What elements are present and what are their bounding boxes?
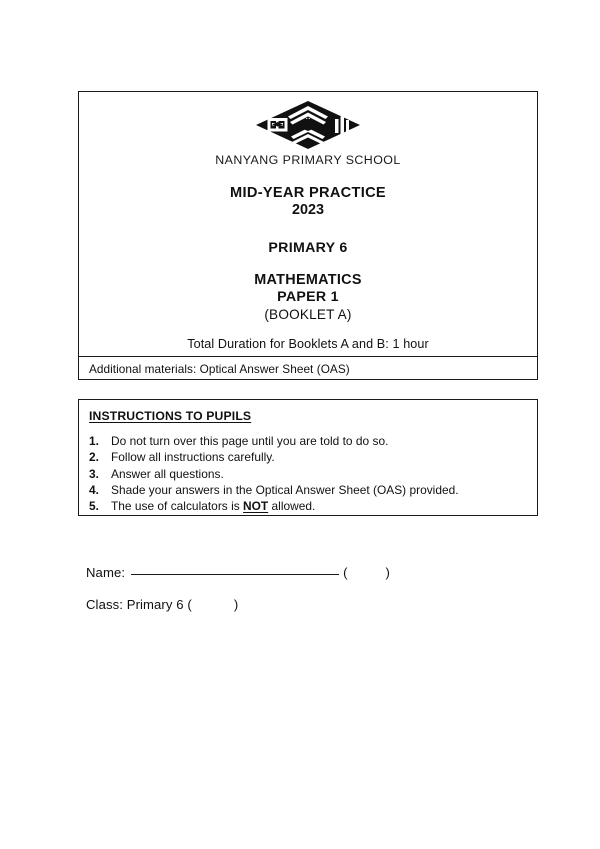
- name-field-row: [86, 565, 390, 580]
- instruction-item: [87, 482, 529, 498]
- instruction-number: 3.: [89, 466, 99, 481]
- class-label: Class:: [86, 597, 123, 612]
- header-main-section: [79, 92, 537, 357]
- class-close-paren: ): [233, 597, 239, 612]
- instruction-emphasis: NOT: [243, 499, 269, 514]
- instruction-item: [87, 449, 529, 465]
- paper-number: PAPER 1: [277, 289, 339, 305]
- additional-materials: Additional materials: Optical Answer Sheet (OAS): [89, 362, 350, 376]
- exam-year: 2023: [291, 202, 324, 218]
- instructions-box: [78, 399, 538, 516]
- instruction-text-before: The use of calculators is: [111, 499, 244, 514]
- instruction-text: [111, 449, 529, 465]
- level: PRIMARY 6: [268, 240, 348, 256]
- instruction-text: [111, 466, 529, 482]
- booklet-label: (BOOKLET A): [264, 307, 352, 322]
- instruction-text: [111, 482, 529, 498]
- instruction-text-before: Do not turn over this page until you are told to do so.: [111, 434, 389, 448]
- exam-title: MID-YEAR PRACTICE: [230, 185, 386, 201]
- duration-note: Total Duration for Booklets A and B: 1 hour: [187, 337, 429, 351]
- instructions-list: [87, 433, 529, 514]
- instruction-number: 5.: [89, 499, 99, 514]
- instruction-item: [87, 498, 529, 514]
- instruction-number: 4.: [89, 482, 99, 497]
- subject: MATHEMATICS: [254, 272, 362, 288]
- school-crest-diamond-logo: [255, 100, 361, 150]
- name-open-paren: (: [343, 565, 348, 580]
- instruction-text: [111, 498, 529, 514]
- instruction-text: [111, 433, 529, 449]
- name-close-paren: ): [385, 565, 391, 580]
- instruction-text-before: Follow all instructions carefully.: [111, 450, 275, 465]
- class-value: Primary 6: [126, 597, 184, 612]
- name-input-line[interactable]: [131, 574, 339, 575]
- instruction-item: [87, 433, 529, 449]
- instruction-text-before: Answer all questions.: [111, 466, 224, 481]
- header-box: [78, 91, 538, 380]
- instruction-number: 2.: [89, 450, 99, 465]
- class-field-row: [86, 597, 238, 612]
- school-name: NANYANG PRIMARY SCHOOL: [215, 153, 401, 167]
- instruction-text-before: Shade your answers in the Optical Answer Sheet (OAS) provided.: [111, 482, 459, 497]
- class-open-paren: (: [187, 597, 192, 612]
- instruction-item: [87, 466, 529, 482]
- name-label: Name:: [86, 565, 126, 580]
- instruction-text-after: allowed.: [268, 499, 316, 514]
- instructions-title: INSTRUCTIONS TO PUPILS: [89, 409, 252, 423]
- instruction-number: 1.: [89, 434, 99, 448]
